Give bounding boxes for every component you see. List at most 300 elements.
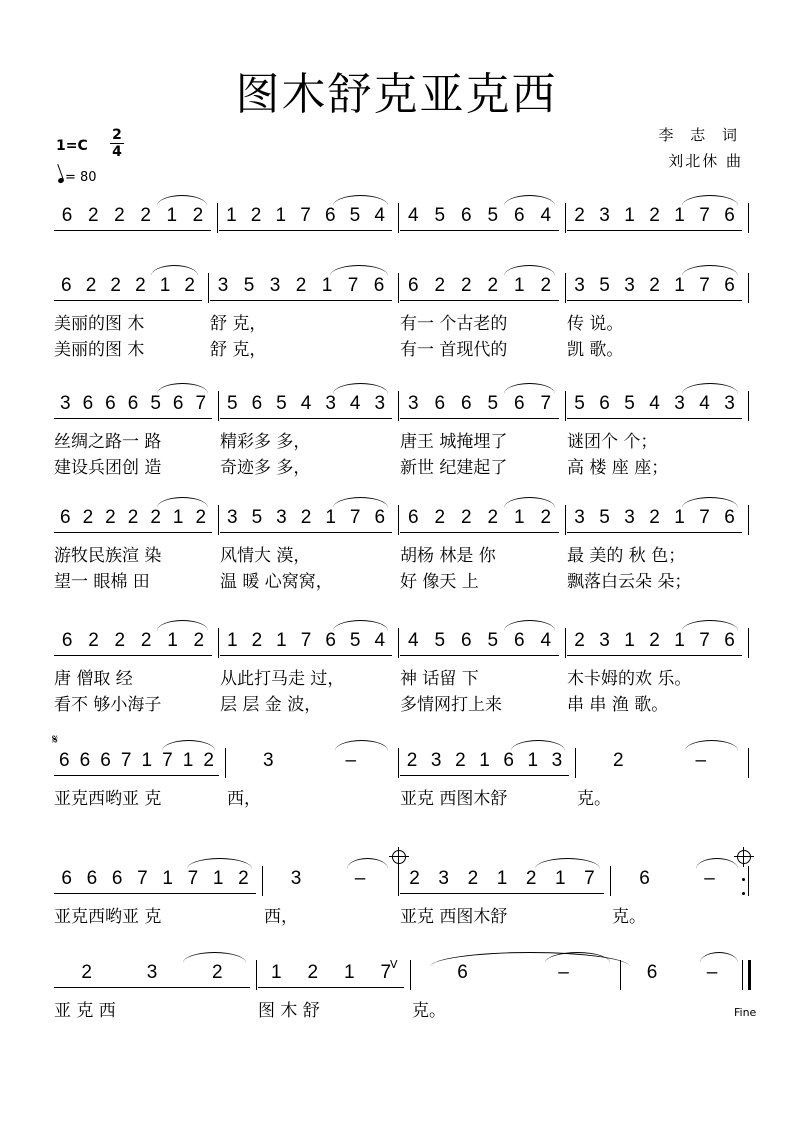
bar-line xyxy=(565,505,566,535)
bar-line xyxy=(565,203,566,233)
bar-line xyxy=(218,628,219,658)
measure-notes xyxy=(400,393,559,415)
note: 2 xyxy=(307,962,319,983)
note: 2 xyxy=(487,507,499,528)
note: 1 xyxy=(270,962,282,983)
bar-line xyxy=(398,628,399,658)
note: 6 xyxy=(61,868,72,889)
note: 3 xyxy=(574,507,585,528)
lyric-line: 望一 眼棉 田 xyxy=(54,572,150,592)
score-system xyxy=(0,750,793,840)
note: 2 xyxy=(406,750,418,771)
note: 6 xyxy=(513,205,525,226)
note: 2 xyxy=(467,868,479,889)
lyric-line: 风情大 漠， xyxy=(220,546,311,566)
measure-notes xyxy=(258,962,404,984)
note: 3 xyxy=(217,275,229,296)
lyric-line: 多情网打上来 xyxy=(400,695,502,715)
lyric-line: 谜团个 个； xyxy=(567,432,658,452)
note: 2 xyxy=(455,750,466,771)
note: 7 xyxy=(699,205,710,226)
slur xyxy=(682,620,738,631)
note: 6 xyxy=(503,750,514,771)
beam-line xyxy=(220,532,392,533)
score-system xyxy=(0,630,793,720)
note: 2 xyxy=(193,630,205,651)
note: 7 xyxy=(540,393,552,414)
measure-notes xyxy=(400,630,559,652)
note: 1 xyxy=(325,507,336,528)
note: 3 xyxy=(262,750,274,771)
measure-notes xyxy=(567,507,742,529)
note: 2 xyxy=(612,750,624,771)
note: 7 xyxy=(300,630,312,651)
measure-notes xyxy=(567,275,742,297)
slur xyxy=(685,740,738,751)
note: 2 xyxy=(434,507,446,528)
note: 2 xyxy=(195,507,207,528)
note: 6 xyxy=(407,507,419,528)
note: 5 xyxy=(227,393,238,414)
bar-line xyxy=(610,866,611,896)
note: 7 xyxy=(349,507,361,528)
beam-line xyxy=(400,532,559,533)
note: 2 xyxy=(460,507,472,528)
beam-line xyxy=(567,300,742,301)
note: 6 xyxy=(105,393,116,414)
note: 2 xyxy=(295,275,307,296)
note: 2 xyxy=(649,275,660,296)
note: 6 xyxy=(457,962,468,983)
note: 3 xyxy=(624,275,635,296)
slur xyxy=(162,740,215,751)
bar-line xyxy=(398,505,399,535)
measure-notes xyxy=(54,750,219,772)
measure-notes xyxy=(54,393,212,415)
note: 4 xyxy=(374,205,385,226)
lyric-line: 胡杨 林是 你 xyxy=(400,546,496,566)
lyric-line: 舒 克， xyxy=(210,314,267,334)
note: 1 xyxy=(527,750,539,771)
bar-line xyxy=(748,391,749,421)
slur xyxy=(347,858,388,869)
note: 7 xyxy=(195,393,207,414)
note: 3 xyxy=(551,750,563,771)
note: 7 xyxy=(699,275,710,296)
note: 6 xyxy=(639,868,650,889)
note: 6 xyxy=(127,393,139,414)
note: 2 xyxy=(434,275,446,296)
note: 3 xyxy=(269,275,281,296)
measure-notes xyxy=(54,868,256,890)
tempo-marking xyxy=(58,170,97,185)
note: 7 xyxy=(699,630,710,651)
beam-line xyxy=(220,655,392,656)
note: 3 xyxy=(674,393,685,414)
bar-line xyxy=(217,203,218,233)
note: 2 xyxy=(649,507,660,528)
beam-line xyxy=(258,987,404,988)
bar-line xyxy=(565,391,566,421)
measure-notes xyxy=(400,507,559,529)
note: 1 xyxy=(479,750,490,771)
bar-line xyxy=(565,628,566,658)
note: 4 xyxy=(300,393,312,414)
slur xyxy=(333,195,388,206)
beam-line xyxy=(220,418,392,419)
bar-line xyxy=(398,203,399,233)
lyric-line: 有一 个古老的 xyxy=(400,314,508,334)
slur xyxy=(682,383,738,394)
lyric-line: 传 说。 xyxy=(567,314,624,334)
note: 2 xyxy=(140,205,151,226)
song-title: 图木舒克亚克西 xyxy=(235,69,558,120)
note: 3 xyxy=(276,507,287,528)
measure-notes xyxy=(400,275,559,297)
lyric-line: 亚克西哟亚 克 xyxy=(54,907,162,927)
note: 4 xyxy=(407,205,419,226)
time-top: 2 xyxy=(112,127,122,143)
measure-notes xyxy=(54,962,250,984)
note: 5 xyxy=(434,205,446,226)
lyric-line: 串 串 渔 歌。 xyxy=(567,695,669,715)
note: 6 xyxy=(82,393,94,414)
note: 5 xyxy=(349,630,361,651)
slur xyxy=(157,383,208,394)
slur xyxy=(333,497,388,508)
note: 5 xyxy=(487,393,499,414)
lyric-line: 亚 克 西 xyxy=(54,1001,116,1021)
slur xyxy=(682,195,738,206)
bar-line xyxy=(208,273,209,303)
note: 2 xyxy=(87,205,99,226)
bar-line xyxy=(748,748,749,778)
note: 2 xyxy=(649,205,660,226)
note: 2 xyxy=(540,275,552,296)
beam-line xyxy=(400,418,559,419)
beam-line xyxy=(567,230,742,231)
note: 1 xyxy=(513,507,525,528)
lyric-line: 丝绸之路一 路 xyxy=(54,432,162,452)
lyric-line: 唐 僧取 经 xyxy=(54,669,133,689)
slur xyxy=(504,620,555,631)
beam-line xyxy=(567,655,742,656)
bar-line xyxy=(398,866,399,896)
bar-line xyxy=(565,273,566,303)
note: 2 xyxy=(525,868,537,889)
fine-marking: Fine xyxy=(734,1006,757,1019)
note: 3 xyxy=(599,205,610,226)
note: 1 xyxy=(674,630,685,651)
bar-line xyxy=(262,866,263,896)
note: 3 xyxy=(724,393,735,414)
note: 6 xyxy=(61,630,73,651)
slur xyxy=(335,740,388,751)
note: 1 xyxy=(167,630,178,651)
bar-line xyxy=(256,960,257,990)
quarter-note-icon xyxy=(57,177,64,184)
note: 2 xyxy=(203,750,214,771)
note: 2 xyxy=(150,507,161,528)
note: 1 xyxy=(159,275,171,296)
lyric-line: 神 话留 下 xyxy=(400,669,479,689)
note: 2 xyxy=(574,630,585,651)
lyric-line: 温 暖 心窝窝， xyxy=(220,572,333,592)
note: 2 xyxy=(540,507,552,528)
note: 1 xyxy=(674,275,685,296)
note: 6 xyxy=(100,750,111,771)
bar-line xyxy=(748,960,751,990)
note: 5 xyxy=(434,630,446,651)
note: 2 xyxy=(88,630,99,651)
note: 2 xyxy=(114,630,126,651)
repeat-dot xyxy=(742,892,745,895)
note: 2 xyxy=(105,507,116,528)
slur xyxy=(511,740,565,751)
note: 2 xyxy=(85,275,97,296)
note: 6 xyxy=(79,750,91,771)
measure-notes xyxy=(567,205,742,227)
beam-line xyxy=(54,230,211,231)
note: 7 xyxy=(137,868,148,889)
note: 5 xyxy=(251,507,263,528)
note: 2 xyxy=(114,205,125,226)
note: 2 xyxy=(238,868,249,889)
note: 4 xyxy=(649,393,660,414)
beam-line xyxy=(54,775,219,776)
bar-line xyxy=(748,866,749,896)
note: 2 xyxy=(81,962,92,983)
note: 5 xyxy=(243,275,255,296)
note: 2 xyxy=(212,962,223,983)
note: 1 xyxy=(162,868,173,889)
slur xyxy=(504,383,555,394)
note: 5 xyxy=(276,393,287,414)
note: 7 xyxy=(699,507,710,528)
note: 3 xyxy=(374,393,386,414)
note: 5 xyxy=(599,507,610,528)
measure-notes xyxy=(220,630,392,652)
score-system xyxy=(0,962,793,1052)
note: 5 xyxy=(487,205,499,226)
note: 1 xyxy=(624,630,635,651)
lyric-line: 层 层 金 波， xyxy=(220,695,322,715)
coda-icon xyxy=(392,850,406,864)
note: 1 xyxy=(554,868,566,889)
note: 1 xyxy=(172,507,184,528)
measure-notes xyxy=(577,750,742,772)
lyric-line: 飘落白云朵 朵； xyxy=(567,572,692,592)
bar-line xyxy=(748,628,749,658)
note: 2 xyxy=(140,630,152,651)
slur xyxy=(157,497,208,508)
note: 6 xyxy=(61,205,73,226)
note: 5 xyxy=(487,630,499,651)
repeat-dot xyxy=(742,878,745,881)
composer-credit: 刘北休 曲 xyxy=(668,152,743,170)
note: 4 xyxy=(540,630,552,651)
lyric-line: 精彩多 多， xyxy=(220,432,311,452)
score-system xyxy=(0,393,793,483)
beam-line xyxy=(54,893,256,894)
note: 5 xyxy=(150,393,161,414)
note: 1 xyxy=(182,750,194,771)
note: 6 xyxy=(724,275,735,296)
note: 6 xyxy=(513,630,525,651)
lyric-line: 克。 xyxy=(612,907,646,927)
note: 3 xyxy=(227,507,238,528)
measure-notes xyxy=(220,507,392,529)
measure-notes xyxy=(400,868,604,890)
note: 6 xyxy=(724,630,735,651)
bar-line xyxy=(398,748,399,778)
measure-notes xyxy=(400,205,559,227)
beam-line xyxy=(54,987,250,988)
lyric-line: 图 木 舒 xyxy=(258,1001,320,1021)
measure-notes xyxy=(220,393,392,415)
note: 6 xyxy=(513,393,525,414)
note: 6 xyxy=(460,393,472,414)
note: 2 xyxy=(487,275,499,296)
tempo-value: = 80 xyxy=(65,170,97,185)
note: 1 xyxy=(212,868,224,889)
note: 1 xyxy=(674,205,685,226)
measure-notes xyxy=(567,630,742,652)
bar-line xyxy=(748,203,749,233)
note: 6 xyxy=(251,393,263,414)
lyric-line: 美丽的图 木 xyxy=(54,314,145,334)
lyric-line: 从此打马走 过， xyxy=(220,669,345,689)
bar-line xyxy=(742,960,743,990)
note: 6 xyxy=(724,507,735,528)
time-signature xyxy=(110,128,124,159)
bar-line xyxy=(218,505,219,535)
note: 6 xyxy=(646,962,658,983)
note: 6 xyxy=(60,507,71,528)
note: 3 xyxy=(60,393,71,414)
beam-line xyxy=(567,418,742,419)
measure-notes xyxy=(622,962,742,984)
note: 1 xyxy=(674,507,685,528)
segno-sign: 𝄋 xyxy=(52,732,59,748)
note: 7 xyxy=(120,750,132,771)
note: 2 xyxy=(250,205,262,226)
lyric-line: 游牧民族渲 染 xyxy=(54,546,162,566)
lyric-line: 亚克 西图木舒 xyxy=(400,789,508,809)
note: – xyxy=(558,962,569,983)
note: 7 xyxy=(347,275,359,296)
beam-line xyxy=(400,775,569,776)
slur xyxy=(187,858,252,869)
coda-icon xyxy=(737,850,751,864)
note: 1 xyxy=(343,962,355,983)
note: 2 xyxy=(135,275,146,296)
note: 2 xyxy=(409,868,420,889)
note: 1 xyxy=(227,630,238,651)
note: 4 xyxy=(407,630,419,651)
note: 6 xyxy=(407,275,419,296)
breath-mark: V xyxy=(390,958,398,971)
beam-line xyxy=(400,893,604,894)
note: 5 xyxy=(349,205,361,226)
note: 3 xyxy=(438,868,449,889)
lyric-line: 美丽的图 木 xyxy=(54,340,145,360)
note: 2 xyxy=(184,275,195,296)
measure-notes xyxy=(54,205,211,227)
note: 2 xyxy=(192,205,204,226)
beam-line xyxy=(54,532,212,533)
note: 7 xyxy=(584,868,595,889)
note: 6 xyxy=(460,205,472,226)
note: 6 xyxy=(59,750,70,771)
measure-notes xyxy=(54,275,202,297)
note: 3 xyxy=(624,507,635,528)
note: 2 xyxy=(82,507,94,528)
measure-notes xyxy=(567,393,742,415)
lyric-line: 木卡姆的欢 乐。 xyxy=(567,669,692,689)
note: 2 xyxy=(649,630,660,651)
note: 6 xyxy=(434,393,446,414)
bar-line xyxy=(398,273,399,303)
measure-notes xyxy=(54,507,212,529)
bar-line xyxy=(748,505,749,535)
lyric-line: 亚克西哟亚 克 xyxy=(54,789,162,809)
slur xyxy=(504,497,555,508)
lyric-line: 唐王 城掩埋了 xyxy=(400,432,508,452)
note: 3 xyxy=(407,393,419,414)
lyric-line: 看不 够小海子 xyxy=(54,695,162,715)
key-signature: 1=C xyxy=(56,138,88,154)
beam-line xyxy=(400,655,559,656)
score-system xyxy=(0,868,793,958)
note: 2 xyxy=(300,507,312,528)
note: 7 xyxy=(300,205,311,226)
note: 7 xyxy=(162,750,173,771)
lyric-line: 奇迹多 多， xyxy=(220,458,311,478)
lyric-line: 凯 歌。 xyxy=(567,340,624,360)
note: 5 xyxy=(599,275,610,296)
measure-notes xyxy=(264,868,392,890)
score-system xyxy=(0,507,793,597)
note: 6 xyxy=(325,630,336,651)
note: 6 xyxy=(599,393,610,414)
note: 7 xyxy=(187,868,199,889)
slur xyxy=(333,383,388,394)
note: 4 xyxy=(699,393,710,414)
note: 6 xyxy=(373,275,385,296)
note: 3 xyxy=(430,750,442,771)
lyric-line: 西， xyxy=(227,789,261,809)
note: 2 xyxy=(460,275,472,296)
note: 6 xyxy=(111,868,123,889)
measure-notes xyxy=(54,630,212,652)
beam-line xyxy=(54,300,202,301)
lyric-line: 好 像天 上 xyxy=(400,572,479,592)
beam-line xyxy=(567,532,742,533)
note: 2 xyxy=(127,507,139,528)
bar-line xyxy=(575,748,576,778)
slur xyxy=(157,195,207,206)
lyric-line: 西， xyxy=(264,907,298,927)
slur xyxy=(157,620,208,631)
note: 4 xyxy=(374,630,386,651)
lyricist-credit: 李 志 词 xyxy=(658,126,743,144)
note: 3 xyxy=(325,393,336,414)
measure-notes xyxy=(227,750,392,772)
note: 6 xyxy=(460,630,472,651)
note: 1 xyxy=(321,275,333,296)
note: 3 xyxy=(599,630,610,651)
